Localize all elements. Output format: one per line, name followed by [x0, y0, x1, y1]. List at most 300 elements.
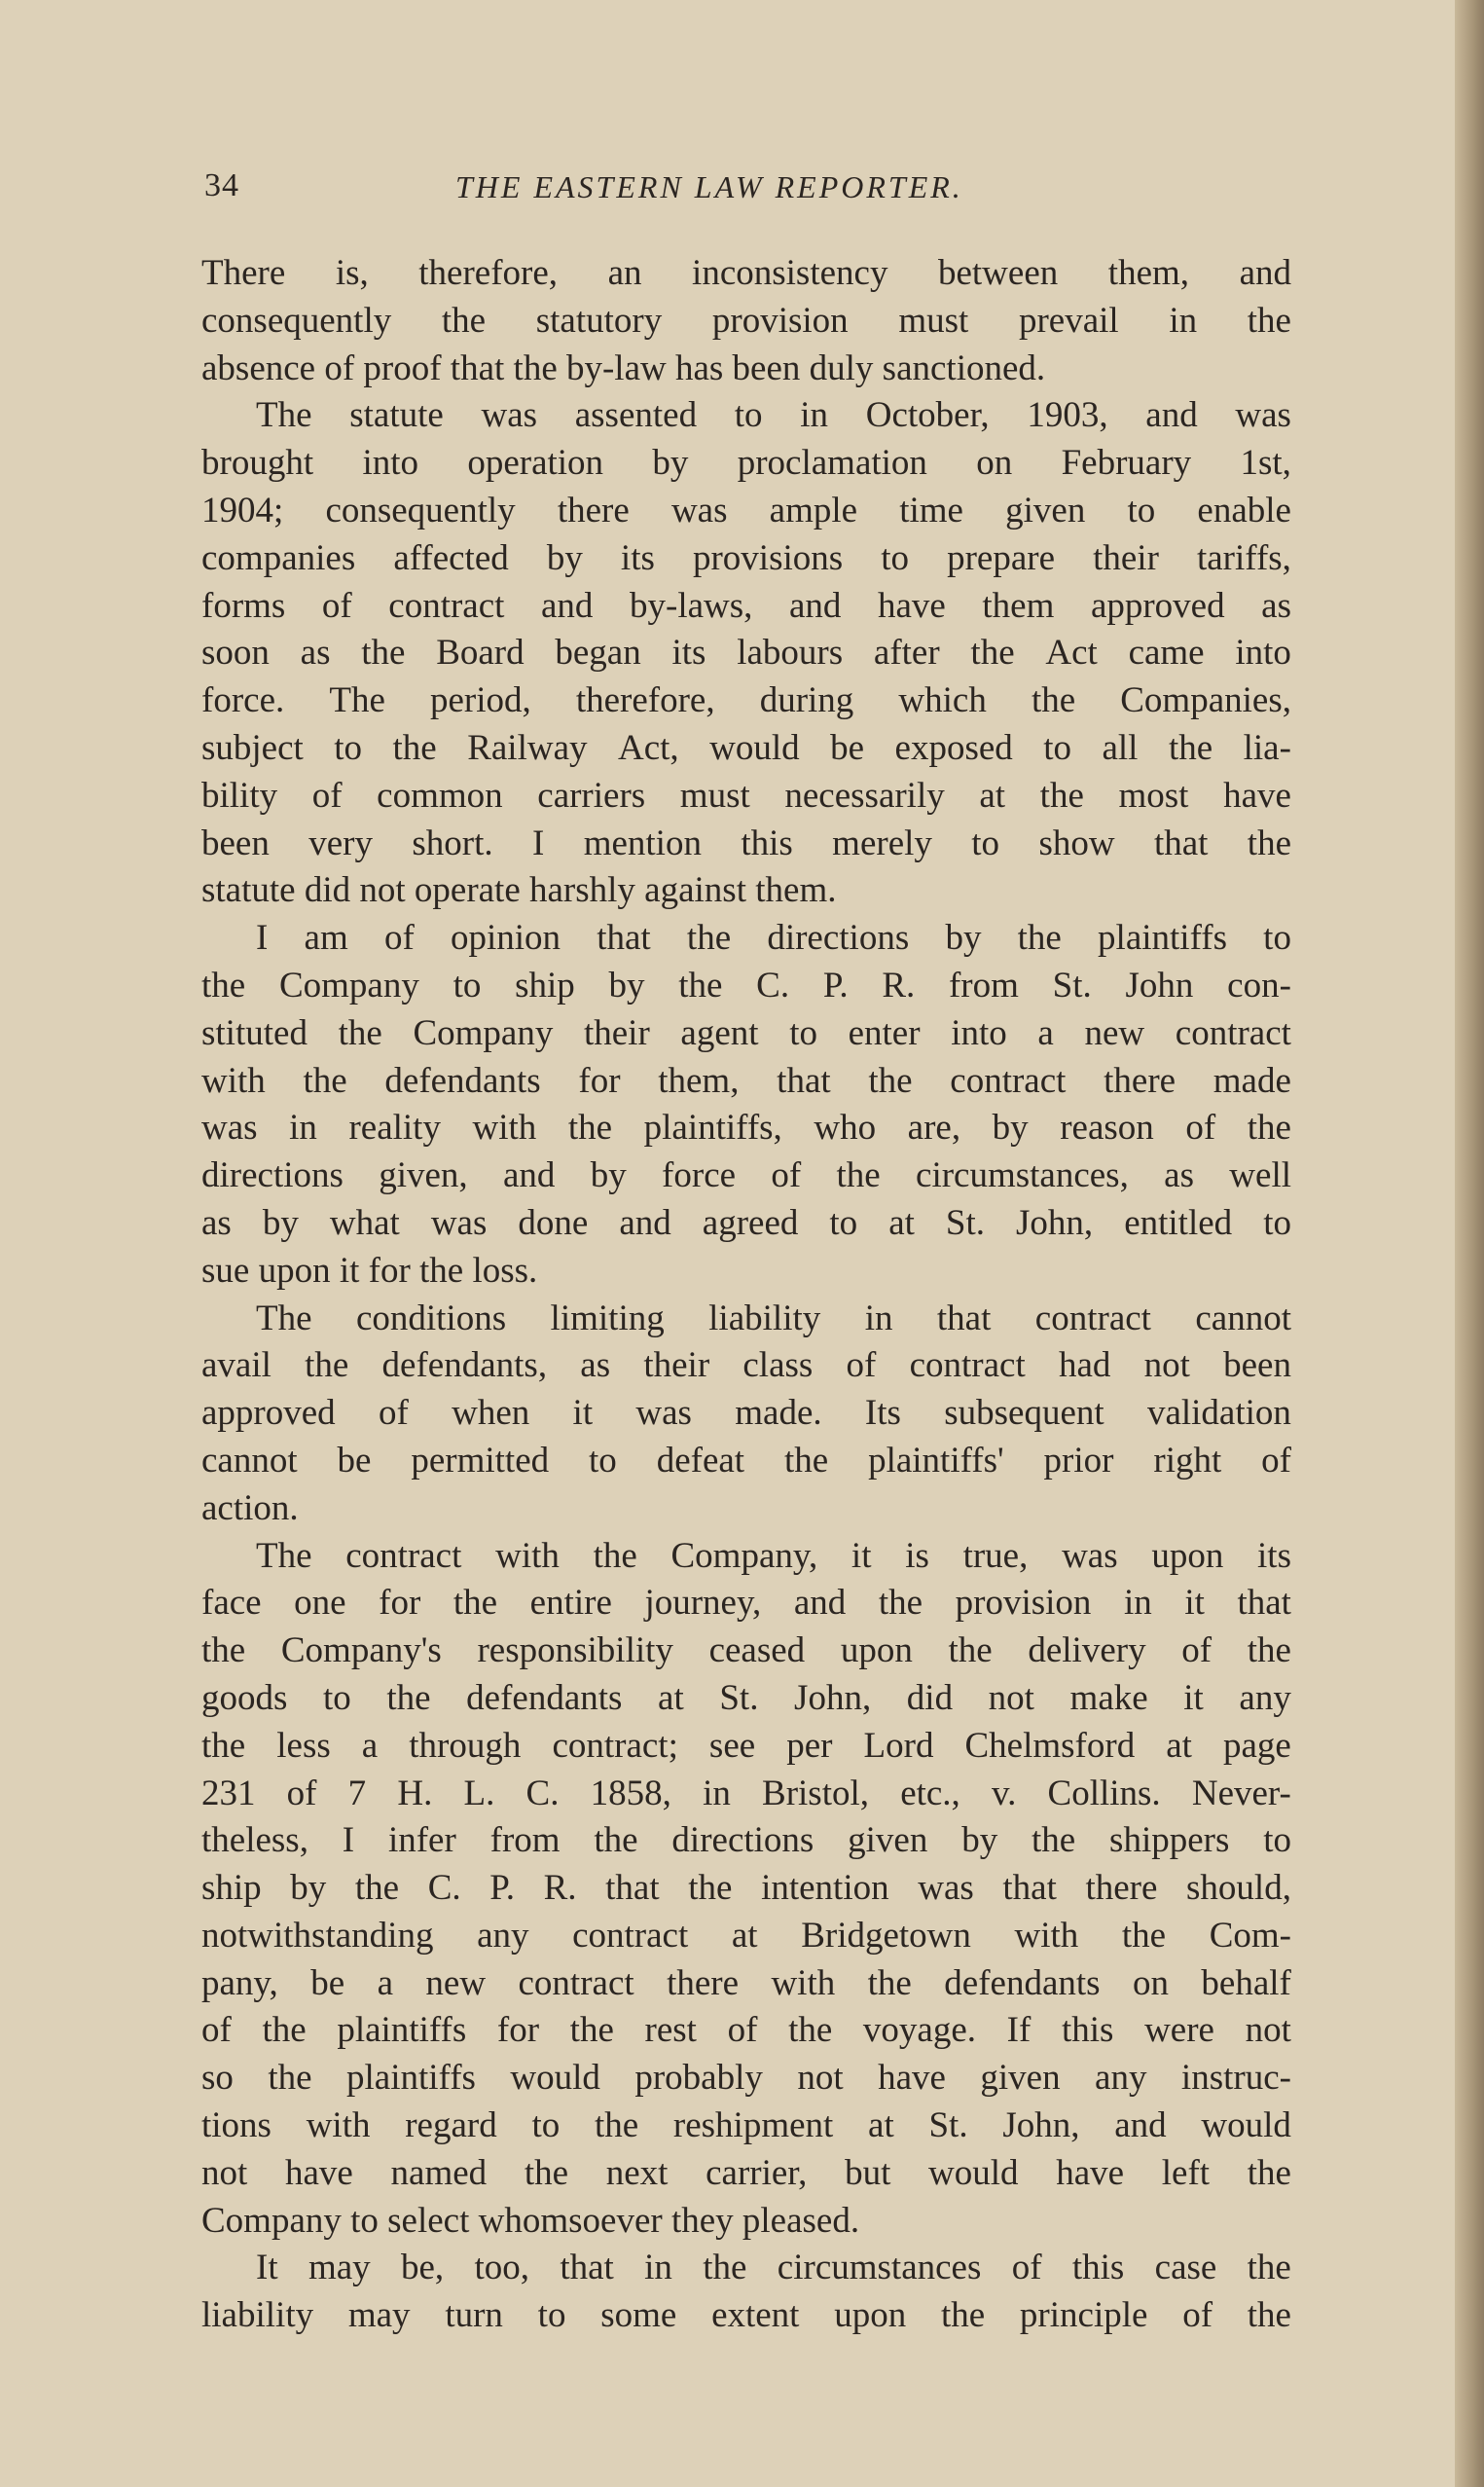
word: show — [1038, 823, 1115, 863]
word: with — [306, 2105, 371, 2146]
word: class — [742, 1345, 814, 1386]
text-line — [201, 677, 1291, 725]
word: made — [1213, 1060, 1291, 1101]
word: contract — [388, 585, 505, 626]
word: carrier, — [706, 2152, 808, 2193]
word: the — [268, 2058, 312, 2099]
word: its — [671, 633, 706, 674]
word: lia- — [1243, 727, 1291, 768]
word: the — [1247, 2248, 1291, 2288]
word: through — [409, 1725, 522, 1766]
word: may — [347, 2295, 411, 2336]
text-line — [201, 298, 1291, 346]
text-line — [201, 1628, 1291, 1675]
word: prior — [1043, 1440, 1114, 1481]
word: extent — [711, 2295, 800, 2336]
word: Act, — [617, 727, 679, 768]
word: circumstances — [777, 2248, 982, 2288]
word: rest — [644, 2010, 697, 2051]
word: the — [452, 1583, 498, 1624]
text-line — [201, 1390, 1291, 1438]
word: in — [1169, 300, 1198, 341]
word: to — [452, 965, 482, 1006]
word: it — [1184, 1583, 1205, 1624]
word: contract — [909, 1345, 1026, 1386]
word: this — [1061, 2010, 1114, 2051]
word: who — [814, 1108, 877, 1149]
word: operation — [467, 443, 604, 484]
word: con- — [1227, 965, 1291, 1006]
word: the — [338, 1012, 382, 1053]
word: directions — [767, 918, 910, 959]
word: the — [703, 2248, 747, 2288]
word: goods — [201, 1677, 288, 1718]
word: have — [284, 2152, 353, 2193]
word: P. — [822, 965, 849, 1006]
word: entire — [529, 1583, 612, 1624]
word: at — [979, 775, 1006, 816]
text-line — [201, 1913, 1291, 1960]
word: that — [1153, 823, 1209, 863]
word: If — [1006, 2010, 1032, 2051]
word: regard — [405, 2105, 497, 2146]
word: its — [620, 537, 655, 578]
word: plaintiffs — [337, 2010, 467, 2051]
text-line — [201, 963, 1291, 1010]
word: and — [1239, 253, 1291, 293]
word: of — [311, 775, 343, 816]
word: to — [323, 1677, 351, 1718]
word: prevail — [1018, 300, 1119, 341]
word: infer — [387, 1820, 456, 1861]
word: the — [594, 1820, 638, 1861]
word: was — [430, 1202, 488, 1243]
word: that — [936, 1298, 992, 1338]
word: them, — [1107, 253, 1190, 293]
text-line — [201, 1200, 1291, 1248]
word: delivery — [1028, 1630, 1146, 1671]
word: St. — [719, 1677, 759, 1718]
word: which — [898, 680, 987, 721]
word: and — [1145, 395, 1198, 436]
word: contract — [1034, 1298, 1151, 1338]
word: H. — [397, 1773, 433, 1813]
word: directions — [671, 1820, 814, 1861]
word: reason — [1060, 1108, 1154, 1149]
text-line — [201, 1960, 1291, 2008]
word: of — [1185, 1108, 1216, 1149]
word: St. — [1052, 965, 1092, 1006]
word: the — [867, 1962, 912, 2003]
word: by — [961, 1820, 998, 1861]
word: that — [777, 1060, 831, 1101]
word: to — [589, 1440, 617, 1481]
word: the — [303, 1060, 347, 1101]
text-line — [201, 1438, 1291, 1485]
word: as — [580, 1345, 611, 1386]
word: the — [1121, 1915, 1167, 1956]
word: statute — [349, 395, 444, 436]
word: Act — [1045, 633, 1098, 674]
word: short. — [412, 823, 493, 863]
word: as — [1261, 585, 1291, 626]
text-line — [201, 535, 1291, 583]
word: probably — [634, 2058, 763, 2099]
word: less — [276, 1725, 331, 1766]
word: the — [1247, 823, 1291, 863]
word: at — [888, 1202, 915, 1243]
word: of — [321, 585, 352, 626]
word: have — [1056, 2152, 1125, 2193]
word: of — [727, 2010, 758, 2051]
word: their — [1093, 537, 1159, 578]
word: may — [308, 2248, 371, 2288]
word: true, — [962, 1535, 1029, 1576]
word: am — [304, 918, 348, 959]
word: a — [377, 1962, 393, 2003]
word: etc., — [900, 1773, 960, 1813]
word: one — [294, 1583, 346, 1624]
text-line — [201, 2292, 1291, 2340]
word: in — [1123, 1583, 1152, 1624]
word: v. — [991, 1773, 1017, 1813]
word: it — [572, 1393, 594, 1434]
word: the — [593, 1535, 637, 1576]
word: well — [1229, 1155, 1291, 1196]
word: the — [201, 1725, 246, 1766]
word: the — [1247, 1108, 1291, 1149]
word: for — [496, 2010, 540, 2051]
word: voyage. — [862, 2010, 977, 2051]
word: common — [377, 775, 503, 816]
word: be — [310, 1962, 345, 2003]
word: of — [846, 1345, 877, 1386]
word: John, — [1016, 1202, 1094, 1243]
word: forms — [201, 585, 286, 626]
word: when — [452, 1393, 530, 1434]
word: the — [688, 1868, 733, 1909]
word: the — [1039, 775, 1084, 816]
text-line — [201, 1010, 1291, 1058]
text-line — [201, 1485, 1291, 1533]
text-line — [201, 725, 1291, 773]
word: to — [537, 2295, 566, 2336]
word: John — [1125, 965, 1194, 1006]
word: as — [1164, 1155, 1194, 1196]
word: inconsistency — [692, 253, 888, 293]
word: the — [201, 1630, 246, 1671]
page-header — [204, 167, 1294, 226]
word: them, — [658, 1060, 740, 1101]
word: reality — [348, 1108, 441, 1149]
word: as — [300, 633, 331, 674]
word: had — [1058, 1345, 1111, 1386]
word: during — [759, 680, 854, 721]
word: that — [597, 918, 651, 959]
text-line — [201, 1105, 1291, 1152]
word: be, — [400, 2248, 445, 2288]
word: given — [980, 2058, 1061, 2099]
word: contract — [950, 1060, 1067, 1101]
word: what — [329, 1202, 400, 1243]
word: for — [379, 1583, 421, 1624]
word: Company, — [670, 1535, 818, 1576]
word: made. — [735, 1393, 822, 1434]
word: in — [864, 1298, 893, 1338]
word: 1858, — [590, 1773, 671, 1813]
word: that — [560, 2248, 614, 2288]
word: are, — [907, 1108, 961, 1149]
word: provision — [955, 1583, 1092, 1624]
word: into — [951, 1012, 1007, 1053]
word: the — [836, 1155, 881, 1196]
word: The — [256, 395, 312, 436]
word: the — [386, 1677, 431, 1718]
word: theless, — [201, 1820, 308, 1861]
word: named — [390, 2152, 488, 2193]
word: the — [1247, 1630, 1291, 1671]
word: Chelmsford — [964, 1725, 1136, 1766]
word: C. — [756, 965, 790, 1006]
word: this — [1071, 2248, 1125, 2288]
word: the — [262, 2010, 307, 2051]
word: defendants — [944, 1962, 1101, 2003]
word: of — [1011, 2248, 1042, 2288]
word: exposed — [894, 727, 1013, 768]
word: to — [734, 395, 763, 436]
word: defeat — [656, 1440, 745, 1481]
word: given — [1005, 490, 1086, 530]
word: statutory — [535, 300, 663, 341]
word: 1904; — [201, 490, 284, 530]
word: their — [583, 1012, 650, 1053]
word: to — [531, 2105, 561, 2146]
word: ship — [515, 965, 575, 1006]
word: new — [425, 1962, 487, 2003]
word: There — [201, 253, 286, 293]
word: be — [830, 727, 865, 768]
word: behalf — [1201, 1962, 1291, 2003]
word: been — [1223, 1345, 1291, 1386]
word: right — [1153, 1440, 1222, 1481]
word: Railway — [467, 727, 588, 768]
word: Bridgetown — [801, 1915, 971, 1956]
word: contract; — [552, 1725, 678, 1766]
text-line — [201, 2150, 1291, 2198]
text-line — [201, 250, 1291, 298]
word: there — [557, 490, 630, 530]
word: of — [383, 918, 415, 959]
word: instruc- — [1180, 2058, 1291, 2099]
word: turn — [445, 2295, 503, 2336]
word: have — [1223, 775, 1291, 816]
word: Lord — [863, 1725, 934, 1766]
word: liability — [201, 2295, 314, 2336]
word: have — [878, 2058, 946, 2099]
word: to — [1263, 1202, 1291, 1243]
word: St. — [945, 1202, 986, 1243]
word: must — [898, 300, 969, 341]
word: would — [928, 2152, 1019, 2193]
text-line — [201, 2007, 1291, 2055]
word: necessarily — [784, 775, 945, 816]
text-line — [201, 1152, 1291, 1200]
word: the — [1032, 1820, 1076, 1861]
word: as — [201, 1202, 232, 1243]
word: page — [1223, 1725, 1291, 1766]
word: Company's — [280, 1630, 442, 1671]
word: any — [1095, 2058, 1147, 2099]
word: ship — [201, 1868, 262, 1909]
word: The — [256, 1535, 312, 1576]
word: journey, — [644, 1583, 762, 1624]
word: the — [686, 918, 732, 959]
word: a — [1037, 1012, 1054, 1053]
word: would — [510, 2058, 600, 2099]
word: contract — [572, 1915, 689, 1956]
word: force. — [201, 680, 285, 721]
word: and — [541, 585, 594, 626]
text-line — [201, 440, 1291, 488]
word: the — [569, 2010, 614, 2051]
word: tariffs, — [1196, 537, 1291, 578]
word: and — [793, 1583, 847, 1624]
word: circumstances, — [916, 1155, 1129, 1196]
word: most — [1118, 775, 1189, 816]
word: was — [201, 1108, 258, 1149]
word: at — [731, 1915, 758, 1956]
word: not — [988, 1677, 1034, 1718]
word: of — [1181, 1630, 1213, 1671]
word: John, — [794, 1677, 872, 1718]
word: liability — [708, 1298, 821, 1338]
word: so — [201, 2058, 234, 2099]
text-line — [201, 1817, 1291, 1865]
word: the — [441, 300, 487, 341]
word: October, — [865, 395, 990, 436]
word: to — [1263, 918, 1291, 959]
word: to — [789, 1012, 817, 1053]
word: pany, — [201, 1962, 278, 2003]
word: Company — [413, 1012, 554, 1053]
word: agent — [680, 1012, 759, 1053]
word: by — [590, 1155, 627, 1196]
word: face — [201, 1583, 262, 1624]
word: by — [945, 918, 982, 959]
word: the — [788, 2010, 833, 2051]
word: Collins. — [1047, 1773, 1161, 1813]
word: shippers — [1109, 1820, 1230, 1861]
word: this — [741, 823, 793, 863]
word: the — [1247, 300, 1291, 341]
word: after — [873, 633, 940, 674]
word: given, — [379, 1155, 468, 1196]
word: the — [783, 1440, 829, 1481]
word: Company — [278, 965, 419, 1006]
word: conditions — [355, 1298, 507, 1338]
word: by-laws, — [630, 585, 753, 626]
word: for — [578, 1060, 621, 1101]
word: must — [679, 775, 750, 816]
word: the — [594, 2105, 639, 2146]
word: on — [1132, 1962, 1169, 2003]
text-line — [201, 2245, 1291, 2292]
line-text: sue upon it for the loss. — [201, 1250, 538, 1291]
word: by — [290, 1868, 327, 1909]
word: subsequent — [944, 1393, 1104, 1434]
word: contract — [1175, 1012, 1291, 1053]
word: The — [329, 680, 385, 721]
word: not — [797, 2058, 844, 2099]
word: R. — [882, 965, 916, 1006]
word: came — [1128, 633, 1205, 674]
word: not — [201, 2152, 248, 2193]
word: stituted — [201, 1012, 308, 1053]
word: 231 — [201, 1773, 256, 1813]
word: agreed — [702, 1202, 799, 1243]
word: that — [605, 1868, 660, 1909]
word: I — [531, 823, 545, 863]
word: defendants, — [381, 1345, 548, 1386]
word: of — [771, 1155, 802, 1196]
word: the — [878, 1583, 923, 1624]
text-line — [201, 2055, 1291, 2103]
word: I — [342, 1820, 355, 1861]
word: and — [788, 585, 842, 626]
word: Bristol, — [762, 1773, 870, 1813]
word: there — [1085, 1868, 1158, 1909]
word: proclamation — [737, 443, 927, 484]
word: time — [899, 490, 963, 530]
word: was — [481, 395, 538, 436]
word: plaintiffs, — [643, 1108, 782, 1149]
word: began — [555, 633, 641, 674]
text-line — [201, 1723, 1291, 1771]
word: upon — [834, 2295, 907, 2336]
word: therefore, — [418, 253, 559, 293]
word: consequently — [201, 300, 392, 341]
word: carriers — [537, 775, 646, 816]
word: them — [982, 585, 1055, 626]
word: with — [201, 1060, 266, 1101]
word: prepare — [947, 537, 1056, 578]
word: in — [703, 1773, 731, 1813]
word: make — [1069, 1677, 1148, 1718]
word: the — [361, 633, 406, 674]
word: a — [361, 1725, 379, 1766]
word: Com- — [1209, 1915, 1291, 1956]
word: it — [1183, 1677, 1204, 1718]
word: that — [1002, 1868, 1057, 1909]
text-line — [201, 1865, 1291, 1913]
word: would — [709, 727, 800, 768]
text-line — [201, 346, 1291, 393]
word: permitted — [411, 1440, 550, 1481]
text-line — [201, 583, 1291, 631]
text-line — [201, 1675, 1291, 1723]
word: the — [1247, 2295, 1291, 2336]
word: there — [667, 1962, 740, 2003]
page-number: 34 — [204, 167, 239, 203]
text-line — [201, 2103, 1291, 2150]
word: plaintiffs — [346, 2058, 476, 2099]
word: to — [829, 1202, 858, 1243]
text-line — [201, 1058, 1291, 1106]
book-gutter — [1455, 0, 1484, 2487]
word: too, — [474, 2248, 530, 2288]
word: responsibility — [477, 1630, 673, 1671]
word: I — [256, 918, 269, 959]
